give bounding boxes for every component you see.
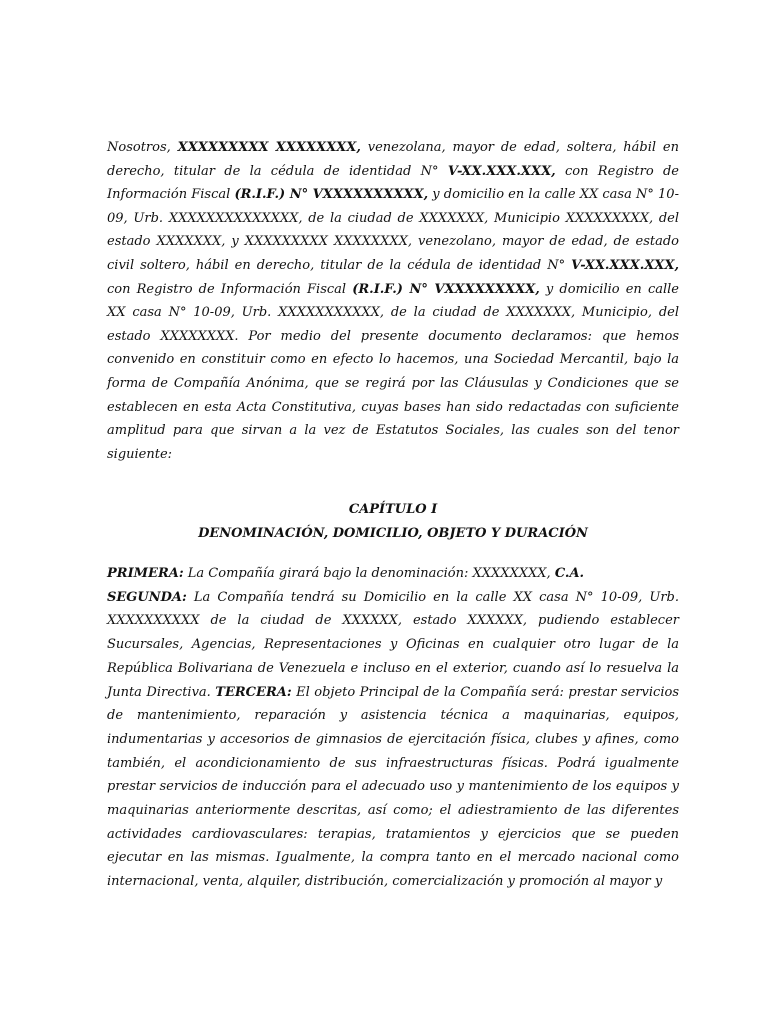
intro-paragraph [107,136,679,466]
clause-primera-text: La Compañía girará bajo la denominación: XXXXXXXX, [183,566,555,581]
intro-text: con Registro de Información Fiscal [107,281,353,297]
intro-text: con Registro de Información Fiscal [107,163,680,203]
clause-segunda-text: La Compañía tendrá su Domicilio en la calle XX casa N° 10-09, Urb. XXXXXXXXXX de la ciudad de XXXXXX, estado XXXXXX, pudiendo establecer Sucursales, Agencias, Representaciones y Oficinas en cualquier otro lugar de la República Bolivariana de Venezuela e incluso en el exterior, cuando así lo resuelva la Junta Directiva. [107,589,679,700]
party-2-id-number: V-XX.XXX.XXX, [571,257,679,273]
intro-text: y domicilio en la calle XX casa N° 10-09, Urb. XXXXXXXXXXXXXX, de la ciudad de XXXXXXX, Municipio XXXXXXXXX, del estado XXXXXXX, y XXXXXXXXX XXXXXXXX, venezolano, mayor de edad, de estado civil soltero, hábil en derecho, titular de la cédula de identidad N° [107,187,679,273]
clause-tercera-label: TERCERA: [215,684,292,700]
chapter-title: CAPÍTULO I [348,502,438,517]
clause-primera-label: PRIMERA: [107,566,184,581]
clause-segunda-label: SEGUNDA: [107,589,187,605]
intro-text: Nosotros, [107,140,178,155]
party-1-name: XXXXXXXXX XXXXXXXX, [177,140,361,155]
party-2-rif: (R.I.F.) N° VXXXXXXXXX, [352,281,540,297]
party-1-rif: (R.I.F.) N° VXXXXXXXXXX, [234,187,429,203]
intro-text: y domicilio en calle XX casa N° 10-09, Urb. XXXXXXXXXXX, de la ciudad de XXXXXXX, Municipio, del estado XXXXXXXX. Por medio del presente documento declaramos: que hemos convenido en constituir como en efecto lo hacemos, una Sociedad Mercantil, bajo la forma de Compañía Anónima, que se regirá por las Cláusulas y Condiciones que se establecen en esta Acta Constitutiva, cuyas bases han sido redactadas con suficiente amplitud para que sirvan a la vez de Estatutos Sociales, las cuales son del tenor siguiente: [107,281,679,462]
clause-tercera-text: El objeto Principal de la Compañía será: prestar servicios de mantenimiento, reparación y asistencia técnica a maquinarias, equipos, indumentarias y accesorios de gimnasios de ejercitación física, clubes y afines, como también, el acondicionamiento de sus infraestructuras físicas. Podrá igualmente prestar servicios de inducción para el adecuado uso y mantenimiento de los equipos y maquinarias anteriormente descritas, así como; el adiestramiento de las diferentes actividades cardiovasculares: terapias, tratamientos y ejercicios que se pueden ejecutar en las mismas. Igualmente, la compra tanto en el mercado nacional como internacional, venta, alquiler, distribución, comercialización y promoción al mayor y [107,684,679,890]
clauses-paragraph [107,562,679,894]
company-type-label: C.A. [554,566,585,581]
party-1-id-number: V-XX.XXX.XXX, [447,163,556,179]
chapter-subtitle: DENOMINACIÓN, DOMICILIO, OBJETO Y DURACIÓN [198,526,588,541]
intro-text: venezolana, mayor de edad, soltera, hábil en derecho, titular de la cédula de identidad N° [107,140,679,179]
